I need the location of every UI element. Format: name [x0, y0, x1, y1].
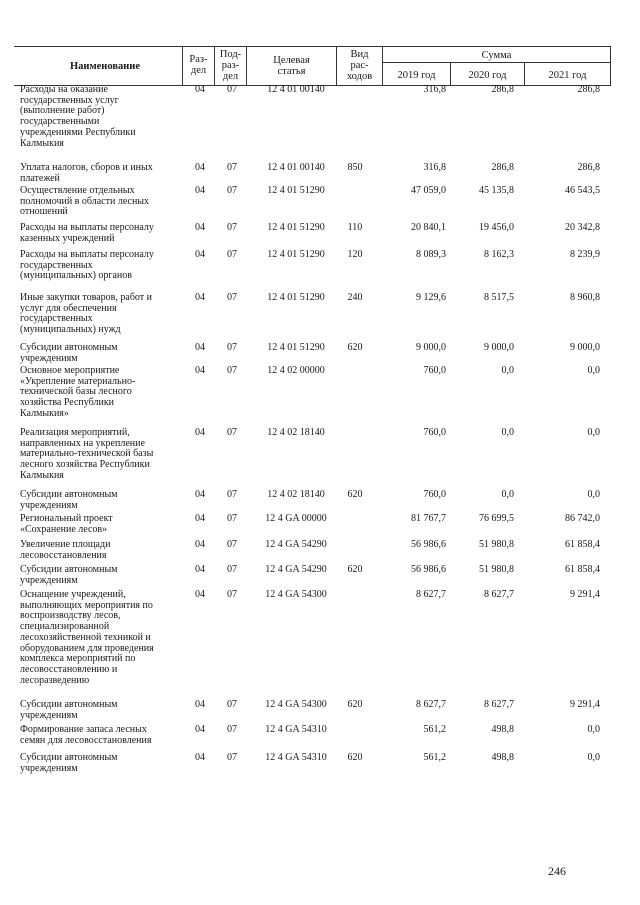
row-value-2020: 0,0	[501, 489, 514, 500]
row-vid: 240	[347, 292, 363, 303]
row-name	[20, 725, 180, 746]
row-value-2021: 8 960,8	[570, 292, 600, 303]
row-name-line: Иные закупки товаров, работ и	[20, 292, 153, 303]
row-value-2020: 45 135,8	[479, 185, 514, 196]
row-vid: 620	[347, 699, 363, 710]
row-celevaya: 12 4 01 00140	[267, 162, 325, 173]
row-podrazdel: 07	[227, 365, 237, 376]
row-name	[20, 490, 180, 511]
row-value-2020: 498,8	[491, 752, 514, 763]
row-vid: 620	[347, 564, 363, 575]
row-name	[20, 85, 180, 149]
row-podrazdel: 07	[227, 539, 237, 550]
row-name-line: государственными	[20, 116, 100, 128]
row-razdel: 04	[195, 724, 205, 735]
row-name-line: Оснащение учреждений,	[20, 589, 126, 600]
row-name-line: государственных	[20, 259, 93, 271]
row-name	[20, 514, 180, 535]
row-podrazdel: 07	[227, 513, 237, 524]
row-razdel: 04	[195, 292, 205, 303]
row-name-line: (муниципальных) нужд	[20, 324, 121, 336]
summa-divider	[382, 62, 611, 63]
row-name-line: Расходы на выплаты персоналу	[20, 249, 154, 260]
row-value-2019: 760,0	[423, 489, 446, 500]
row-name	[20, 428, 180, 482]
row-name-line: оборудованием для проведения	[20, 642, 154, 654]
row-name-line: лесного хозяйства Республики	[20, 459, 150, 471]
row-value-2020: 498,8	[491, 724, 514, 735]
row-value-2019: 56 986,6	[411, 564, 446, 575]
row-value-2020: 76 699,5	[479, 513, 514, 524]
row-value-2020: 8 627,7	[484, 699, 514, 710]
row-value-2021: 61 858,4	[565, 539, 600, 550]
row-value-2021: 0,0	[587, 365, 600, 376]
header-year-2020: 2020 год	[468, 70, 507, 81]
row-celevaya: 12 4 01 00140	[267, 84, 325, 95]
row-name-line: лесовосстановлению и	[20, 663, 118, 675]
row-name-line: «Сохранение лесов»	[20, 523, 108, 535]
row-name-line: специализированной	[20, 621, 110, 633]
row-name-line: материально-технической базы	[20, 448, 154, 460]
row-podrazdel: 07	[227, 342, 237, 353]
row-razdel: 04	[195, 427, 205, 438]
row-razdel: 04	[195, 365, 205, 376]
row-value-2019: 20 840,1	[411, 222, 446, 233]
row-podrazdel: 07	[227, 427, 237, 438]
row-name	[20, 163, 180, 184]
row-name-line: выполняющих мероприятия по	[20, 599, 153, 611]
row-vid: 620	[347, 489, 363, 500]
row-razdel: 04	[195, 84, 205, 95]
row-name-line: учреждениям	[20, 762, 78, 774]
row-razdel: 04	[195, 589, 205, 600]
row-value-2021: 0,0	[587, 489, 600, 500]
row-value-2019: 8 627,7	[416, 589, 446, 600]
row-value-2020: 286,8	[491, 162, 514, 173]
header-vid: Вид рас- ходов	[346, 49, 373, 82]
row-name-line: Реализация мероприятий,	[20, 427, 130, 438]
row-value-2021: 46 543,5	[565, 185, 600, 196]
row-value-2020: 0,0	[501, 365, 514, 376]
row-name-line: Субсидии автономным	[20, 489, 118, 500]
row-value-2019: 9 000,0	[416, 342, 446, 353]
row-name-line: учреждениям	[20, 499, 78, 511]
row-razdel: 04	[195, 539, 205, 550]
row-name-line: Субсидии автономным	[20, 699, 118, 710]
row-name	[20, 366, 180, 420]
row-name-line: хозяйства Республики	[20, 397, 115, 409]
row-celevaya: 12 4 GA 54290	[265, 539, 327, 550]
row-name-line: семян для лесовосстановления	[20, 734, 152, 746]
row-name-line: лесохозяйственной техникой и	[20, 631, 151, 643]
row-name-line: Региональный проект	[20, 513, 113, 524]
row-name-line: Калмыкия	[20, 137, 64, 149]
row-value-2021: 61 858,4	[565, 564, 600, 575]
row-celevaya: 12 4 GA 54300	[265, 589, 327, 600]
row-podrazdel: 07	[227, 699, 237, 710]
row-vid: 120	[347, 249, 363, 260]
row-name	[20, 250, 180, 282]
row-podrazdel: 07	[227, 489, 237, 500]
row-value-2021: 286,8	[577, 162, 600, 173]
row-value-2020: 51 980,8	[479, 539, 514, 550]
row-razdel: 04	[195, 342, 205, 353]
row-razdel: 04	[195, 222, 205, 233]
row-name	[20, 540, 180, 561]
header-year-2019: 2019 год	[397, 70, 436, 81]
row-vid: 850	[347, 162, 363, 173]
row-value-2020: 8 627,7	[484, 589, 514, 600]
row-vid: 110	[347, 222, 363, 233]
row-value-2019: 561,2	[423, 752, 446, 763]
row-value-2019: 9 129,6	[416, 292, 446, 303]
row-value-2019: 561,2	[423, 724, 446, 735]
row-value-2019: 56 986,6	[411, 539, 446, 550]
row-name-line: государственных услуг	[20, 94, 119, 106]
row-razdel: 04	[195, 564, 205, 575]
row-name-line: (выполнение работ)	[20, 105, 105, 117]
row-celevaya: 12 4 01 51290	[267, 185, 325, 196]
row-razdel: 04	[195, 752, 205, 763]
row-name-line: лесовосстановления	[20, 549, 107, 561]
row-value-2020: 9 000,0	[484, 342, 514, 353]
row-name	[20, 700, 180, 721]
row-value-2021: 0,0	[587, 752, 600, 763]
row-name-line: полномочий в области лесных	[20, 195, 150, 207]
row-value-2019: 8 089,3	[416, 249, 446, 260]
row-value-2021: 0,0	[587, 724, 600, 735]
row-name-line: воспроизводству лесов,	[20, 610, 121, 622]
row-podrazdel: 07	[227, 84, 237, 95]
row-name-line: учреждениям	[20, 352, 78, 364]
row-value-2019: 760,0	[423, 427, 446, 438]
row-name-line: государственных	[20, 313, 93, 325]
row-name-line: Формирование запаса лесных	[20, 724, 147, 735]
row-celevaya: 12 4 02 18140	[267, 427, 325, 438]
header-summa: Сумма	[481, 50, 512, 61]
row-value-2021: 9 291,4	[570, 699, 600, 710]
row-value-2021: 8 239,9	[570, 249, 600, 260]
row-celevaya: 12 4 GA 54310	[265, 752, 327, 763]
row-celevaya: 12 4 GA 54310	[265, 724, 327, 735]
row-name-line: Уплата налогов, сборов и иных	[20, 162, 153, 173]
row-value-2019: 316,8	[423, 84, 446, 95]
row-celevaya: 12 4 02 18140	[267, 489, 325, 500]
row-name	[20, 565, 180, 586]
row-podrazdel: 07	[227, 724, 237, 735]
row-name-line: технической базы лесного	[20, 386, 132, 398]
row-name-line: казенных учреждений	[20, 232, 115, 244]
row-value-2019: 760,0	[423, 365, 446, 376]
row-name-line: учреждениям	[20, 574, 78, 586]
row-vid: 620	[347, 342, 363, 353]
row-podrazdel: 07	[227, 752, 237, 763]
row-value-2020: 8 162,3	[484, 249, 514, 260]
row-name-line: Калмыкия	[20, 469, 64, 481]
row-value-2020: 51 980,8	[479, 564, 514, 575]
row-value-2021: 9 000,0	[570, 342, 600, 353]
row-razdel: 04	[195, 162, 205, 173]
row-celevaya: 12 4 01 51290	[267, 292, 325, 303]
row-razdel: 04	[195, 513, 205, 524]
row-name-line: направленных на укрепление	[20, 437, 145, 449]
header-razdel: Раз- дел	[189, 54, 208, 76]
row-name	[20, 590, 180, 686]
row-name-line: лесоразведению	[20, 674, 90, 686]
row-name	[20, 753, 180, 774]
row-name	[20, 186, 180, 218]
row-value-2021: 9 291,4	[570, 589, 600, 600]
row-name-line: Субсидии автономным	[20, 564, 118, 575]
header-name: Наименование	[70, 61, 140, 72]
page-number: 246	[548, 864, 566, 878]
row-celevaya: 12 4 01 51290	[267, 249, 325, 260]
row-name	[20, 343, 180, 364]
row-celevaya: 12 4 GA 54300	[265, 699, 327, 710]
row-name-line: Увеличение площади	[20, 539, 111, 550]
row-name-line: Расходы на выплаты персоналу	[20, 222, 154, 233]
row-celevaya: 12 4 GA 54290	[265, 564, 327, 575]
row-podrazdel: 07	[227, 589, 237, 600]
row-name-line: (муниципальных) органов	[20, 270, 133, 282]
row-name-line: отношений	[20, 206, 68, 218]
row-name-line: Субсидии автономным	[20, 752, 118, 763]
row-name	[20, 223, 180, 244]
row-podrazdel: 07	[227, 564, 237, 575]
header-col-divider	[610, 46, 611, 86]
row-name-line: «Укрепление материально-	[20, 375, 136, 387]
row-podrazdel: 07	[227, 222, 237, 233]
row-value-2021: 20 342,8	[565, 222, 600, 233]
row-razdel: 04	[195, 249, 205, 260]
row-value-2019: 316,8	[423, 162, 446, 173]
row-name-line: Субсидии автономным	[20, 342, 118, 353]
row-value-2019: 8 627,7	[416, 699, 446, 710]
row-name-line: услуг для обеспечения	[20, 302, 117, 314]
row-value-2021: 286,8	[577, 84, 600, 95]
header-celevaya: Целевая статья	[273, 55, 310, 77]
row-value-2020: 0,0	[501, 427, 514, 438]
row-name-line: учреждениям	[20, 709, 78, 721]
row-vid: 620	[347, 752, 363, 763]
row-name-line: учреждениями Республики	[20, 126, 136, 138]
row-value-2021: 0,0	[587, 427, 600, 438]
row-celevaya: 12 4 GA 00000	[265, 513, 327, 524]
row-razdel: 04	[195, 489, 205, 500]
row-value-2020: 8 517,5	[484, 292, 514, 303]
row-name	[20, 293, 180, 336]
row-name-line: комплекса мероприятий по	[20, 653, 136, 665]
header-podrazdel: Под- раз- дел	[219, 49, 242, 82]
row-razdel: 04	[195, 699, 205, 710]
row-value-2020: 19 456,0	[479, 222, 514, 233]
row-razdel: 04	[195, 185, 205, 196]
row-value-2019: 81 767,7	[411, 513, 446, 524]
header-top-border	[14, 46, 611, 47]
row-name-line: Расходы на оказание	[20, 84, 108, 95]
row-name-line: Калмыкия»	[20, 407, 69, 419]
row-celevaya: 12 4 01 51290	[267, 342, 325, 353]
row-podrazdel: 07	[227, 162, 237, 173]
row-celevaya: 12 4 01 51290	[267, 222, 325, 233]
row-name-line: Осуществление отдельных	[20, 185, 135, 196]
row-value-2019: 47 059,0	[411, 185, 446, 196]
row-podrazdel: 07	[227, 249, 237, 260]
header-year-2021: 2021 год	[548, 70, 587, 81]
row-value-2021: 86 742,0	[565, 513, 600, 524]
row-name-line: Основное мероприятие	[20, 365, 120, 376]
row-podrazdel: 07	[227, 185, 237, 196]
row-podrazdel: 07	[227, 292, 237, 303]
row-name-line: платежей	[20, 172, 60, 184]
row-celevaya: 12 4 02 00000	[267, 365, 325, 376]
row-value-2020: 286,8	[491, 84, 514, 95]
